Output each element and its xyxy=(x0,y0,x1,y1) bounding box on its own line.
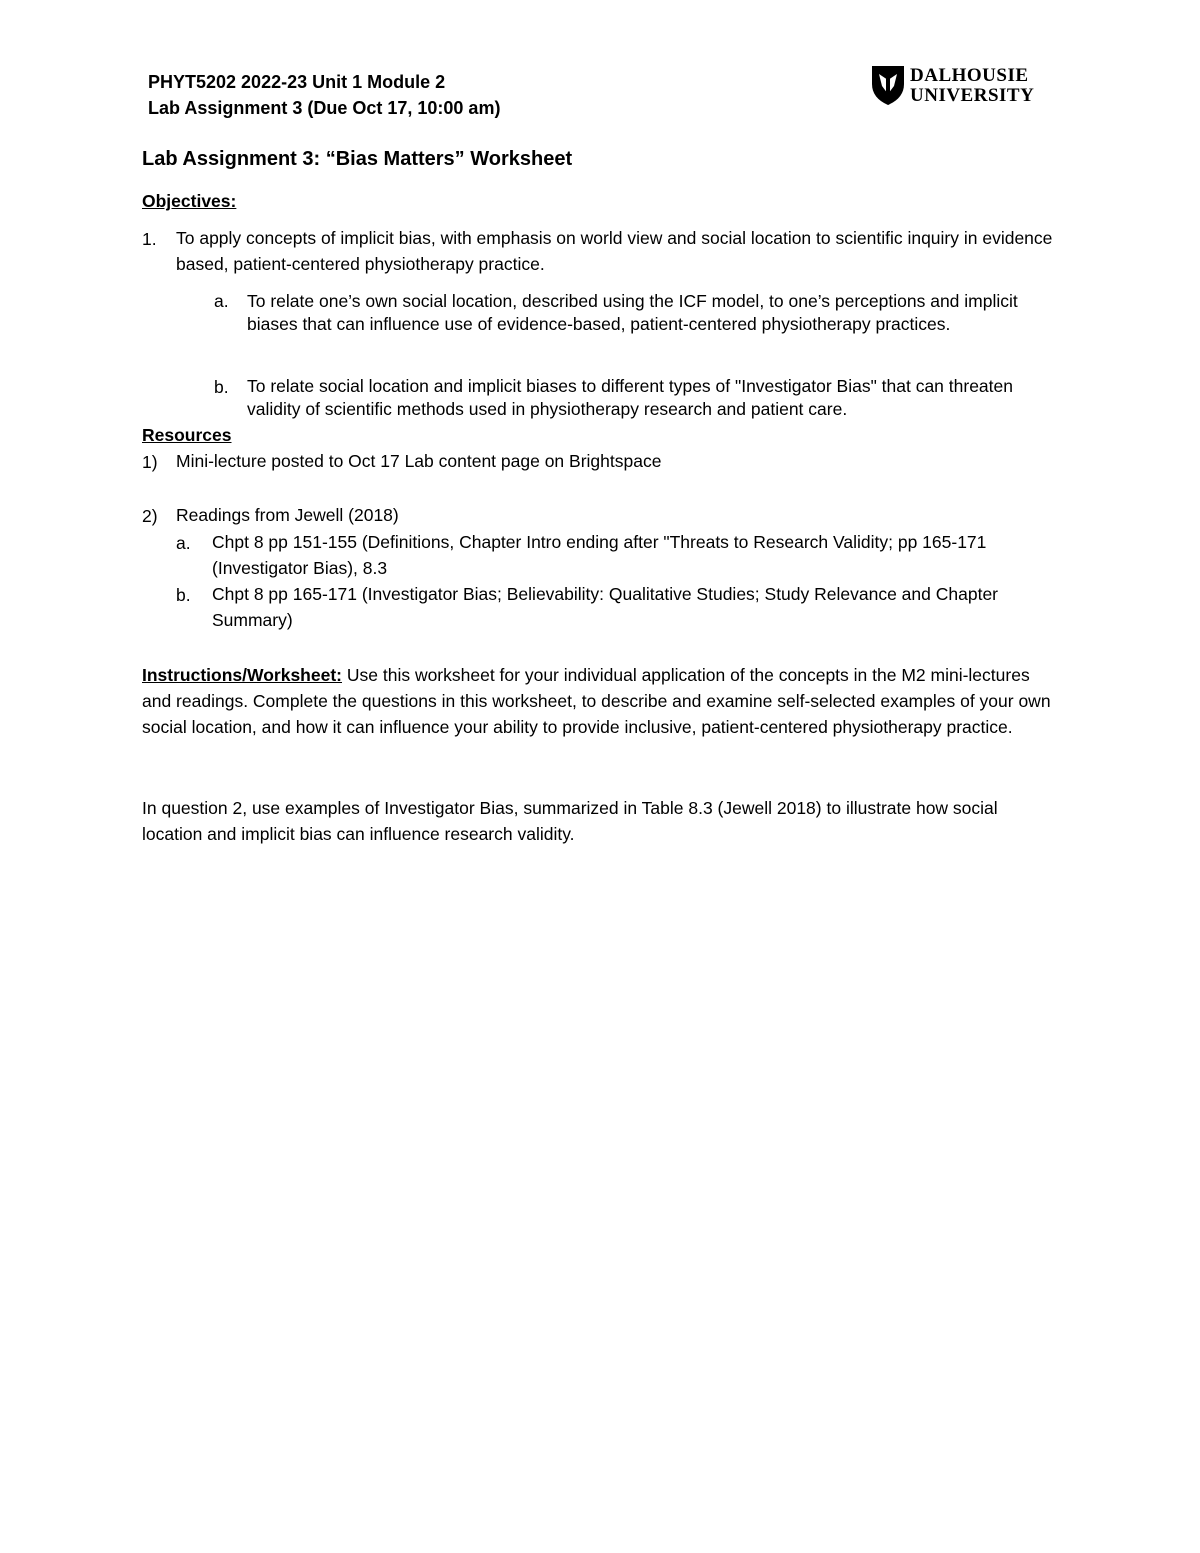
resource-sub-b-label: b. xyxy=(176,585,191,605)
instructions-paragraph-2: In question 2, use examples of Investigator Bias, summarized in Table 8.3 (Jewell 2018) to illustrate how social location and implicit bias can influence research validity. xyxy=(142,798,998,844)
objective-sub-b-label: b. xyxy=(214,377,229,397)
objectives-heading: Objectives: xyxy=(142,191,237,211)
shield-crest-icon xyxy=(870,64,906,106)
resource-number-1: 1) xyxy=(142,452,158,472)
instructions-heading: Instructions/Worksheet: xyxy=(142,665,342,685)
resource-sub-a-label: a. xyxy=(176,533,191,553)
logo-text-university: UNIVERSITY xyxy=(910,85,1035,106)
resource-number-2: 2) xyxy=(142,506,158,526)
resources-heading: Resources xyxy=(142,425,232,445)
logo-text-dalhousie: DALHOUSIE xyxy=(910,65,1029,86)
objective-number-1: 1. xyxy=(142,229,157,249)
header-due: Lab Assignment 3 (Due Oct 17, 10:00 am) xyxy=(148,98,501,118)
instructions-text: Use this worksheet for your individual application of the concepts in the M2 mini-lectures and readings. Complete the questions in this worksheet, to describe and examine self-selected examples of your own social location, and how it can influence your ability to provide inclusive, patient-centered physiotherapy practice. xyxy=(142,665,1051,737)
resource-sub-a-text: Chpt 8 pp 151-155 (Definitions, Chapter Intro ending after "Threats to Research Validity; pp 165-171 (Investigator Bias), 8.3 xyxy=(212,532,987,578)
header-course: PHYT5202 2022-23 Unit 1 Module 2 xyxy=(148,72,446,92)
university-logo xyxy=(870,64,1045,106)
instructions-paragraph xyxy=(142,662,1057,740)
resource-sub-b-text: Chpt 8 pp 165-171 (Investigator Bias; Believability: Qualitative Studies; Study Relevance and Chapter Summary) xyxy=(212,584,999,630)
objective-sub-b-text: To relate social location and implicit biases to different types of "Investigator Bias" that can threaten validity of scientific methods used in physiotherapy research and patient care. xyxy=(247,376,1013,419)
objective-sub-a-text: To relate one’s own social location, described using the ICF model, to one’s perceptions and implicit biases that can influence use of evidence-based, patient-centered physiotherapy practices. xyxy=(247,291,1018,334)
page-title: Lab Assignment 3: “Bias Matters” Worksheet xyxy=(142,148,573,170)
resource-text-2: Readings from Jewell (2018) xyxy=(176,505,399,525)
objective-text-1: To apply concepts of implicit bias, with emphasis on world view and social location to scientific inquiry in evidence based, patient-centered physiotherapy practice. xyxy=(176,228,1053,274)
objective-sub-a-label: a. xyxy=(214,291,229,311)
resource-text-1: Mini-lecture posted to Oct 17 Lab content page on Brightspace xyxy=(176,451,662,471)
